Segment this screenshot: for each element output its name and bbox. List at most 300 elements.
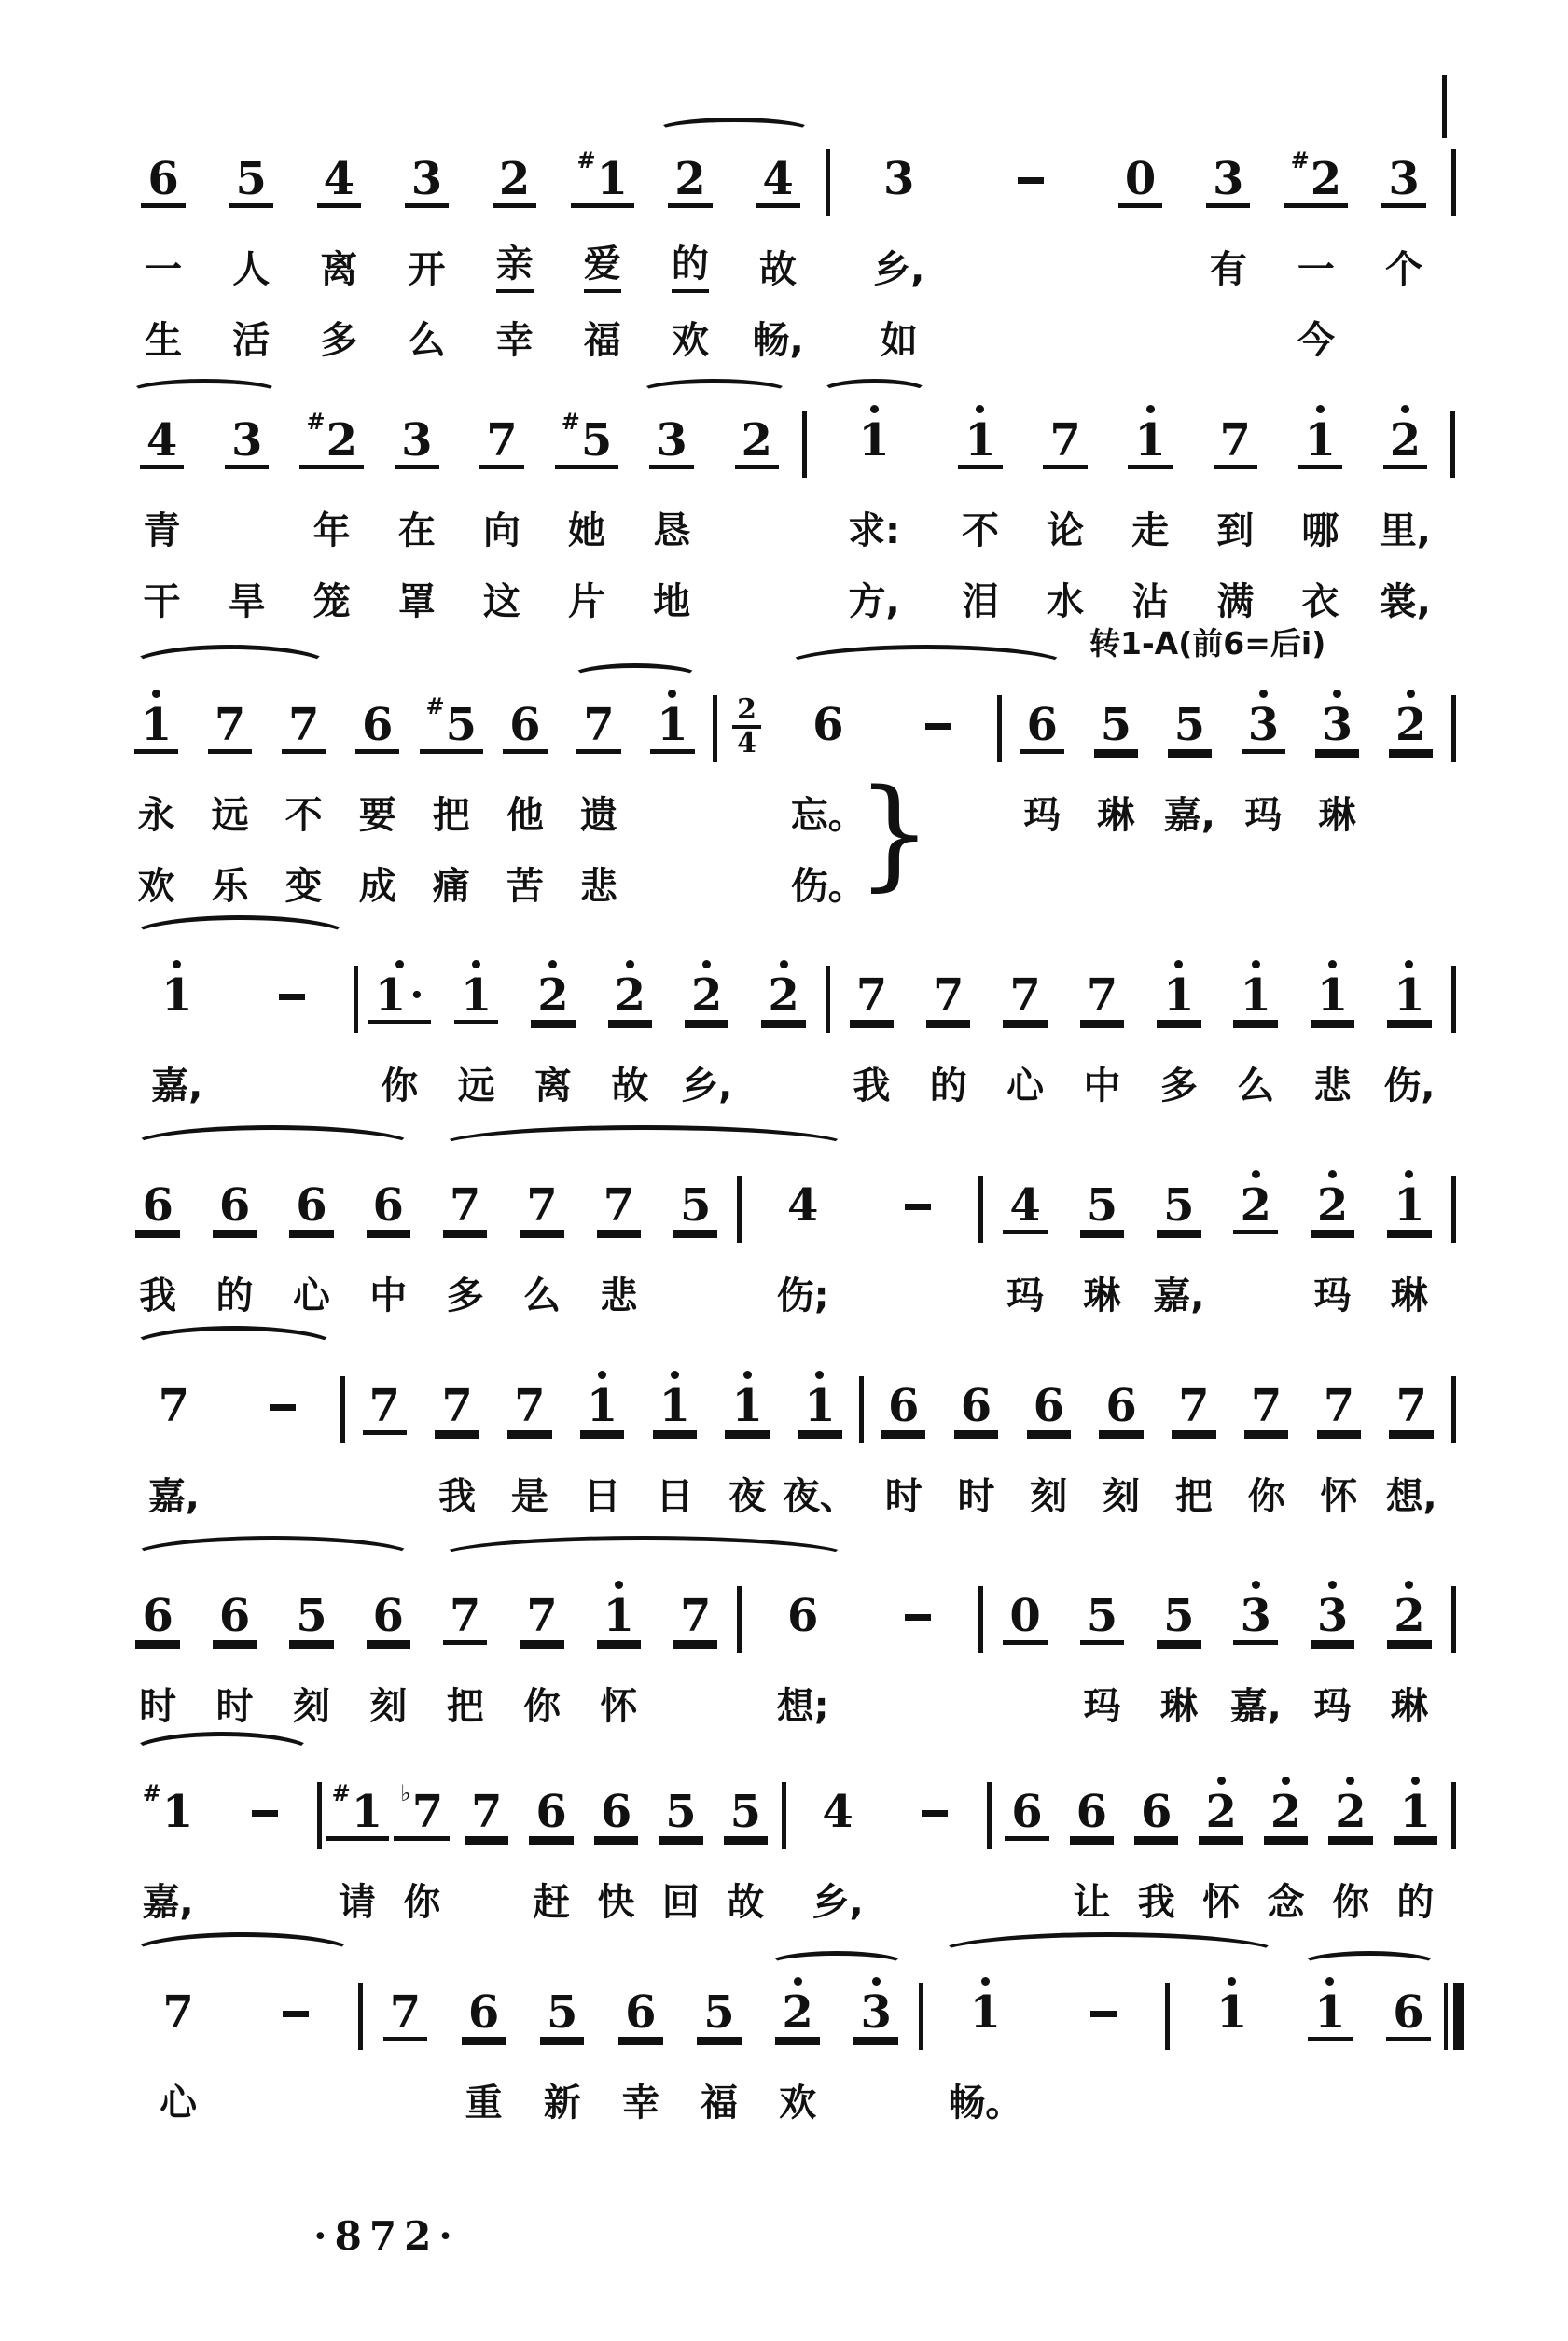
note-column: [1124, 1773, 1188, 1926]
barline: [354, 1973, 366, 2050]
barline-rule: [1165, 1983, 1170, 2050]
note-digit: 1: [374, 969, 407, 1022]
note-digit: 2: [1270, 1786, 1302, 1838]
note-digit: 7: [214, 699, 246, 751]
note-column: [833, 956, 909, 1109]
note-digit: 1: [1304, 414, 1337, 467]
note-digit: 6: [960, 1380, 992, 1432]
note-column: [374, 401, 459, 625]
time-signature: [721, 686, 773, 759]
barline: [822, 140, 833, 216]
lyric-syllable: 故: [759, 248, 798, 291]
note-digit: 4: [762, 153, 794, 205]
duration-dash: [886, 1773, 983, 1926]
note-column: [119, 1577, 196, 1730]
note-column: [390, 1773, 454, 1926]
note-digit: 7: [933, 969, 964, 1022]
lyric-syllable: 福: [700, 2082, 738, 2125]
note-digit: 6: [535, 1786, 567, 1838]
note-column: [273, 1577, 350, 1730]
note-column: [566, 1367, 639, 1520]
octave-dot: [1346, 1777, 1354, 1785]
octave-dot: [1325, 1977, 1334, 1986]
note-column: [119, 1973, 237, 2126]
lyric-syllable: 欢: [671, 319, 709, 362]
notation-system-4: [119, 956, 1459, 1109]
note-digit: 7: [1049, 414, 1081, 467]
note-digit: 5: [445, 699, 478, 751]
notation-system-3: [119, 686, 1459, 910]
octave-dot: [395, 960, 404, 968]
barline: [915, 1973, 926, 2050]
note-digit: 2: [1389, 414, 1422, 467]
note-digit: 7: [411, 1786, 444, 1838]
note-digit: 1: [586, 1380, 618, 1432]
note-column: [193, 686, 267, 910]
note-digit: 5: [665, 1786, 697, 1838]
lyric-syllable: 乡,: [873, 248, 925, 291]
note-column: [1193, 401, 1278, 625]
slur-arc: [783, 645, 1070, 688]
lyric-syllable: 刻: [369, 1685, 408, 1728]
lyric-syllable: 玛: [1313, 1685, 1352, 1728]
lyric-syllable: 这: [482, 580, 520, 623]
lyric-syllable: 福: [583, 319, 621, 362]
ts-numerator: 2: [737, 693, 756, 726]
note-digit: 3: [1247, 699, 1280, 751]
barline-rule: [354, 966, 358, 1033]
slur-arc: [1300, 1951, 1438, 1977]
note-digit: 3: [230, 414, 263, 467]
lyric-syllable: 伤,: [1383, 1065, 1436, 1108]
note-column: [1272, 140, 1360, 364]
note-column: [1217, 1166, 1294, 1319]
note-column: [1254, 1773, 1318, 1926]
lyric-syllable: 的: [215, 1275, 254, 1317]
note-digit: 7: [679, 1590, 712, 1642]
note-column: [414, 686, 488, 910]
barline: [710, 686, 721, 762]
note-digit: 3: [656, 414, 687, 467]
octave-dot: [815, 1371, 824, 1379]
note-column: [1085, 1367, 1158, 1520]
note-column: [1108, 401, 1193, 625]
note-column: [1141, 956, 1217, 1109]
note-digit: 7: [514, 1380, 546, 1432]
note-column: [1230, 1367, 1303, 1520]
note-column: [361, 956, 437, 1109]
lyric-syllable: 怀: [1320, 1475, 1358, 1518]
lyric-syllable: 个: [1385, 248, 1423, 291]
octave-dot: [1217, 1777, 1226, 1785]
octave-dot: [1333, 690, 1341, 698]
note-column: [350, 1577, 426, 1730]
note-digit: 7: [1323, 1380, 1355, 1432]
lyric-syllable: 她: [568, 509, 606, 552]
note-column: [1006, 686, 1079, 910]
lyric-syllable: 刻: [1103, 1475, 1141, 1518]
slur-arc: [571, 663, 700, 690]
lyric-syllable: 念: [1267, 1881, 1305, 1924]
barline-rule: [1451, 149, 1456, 216]
lyric-syllable: 恳: [653, 509, 691, 552]
barline: [1448, 140, 1459, 216]
barline-rule: [802, 411, 807, 478]
barline: [1162, 1973, 1173, 2050]
note-digit: 6: [888, 1380, 920, 1432]
lyric-syllable: 把: [1174, 1475, 1213, 1518]
accidental: #: [561, 408, 580, 435]
lyric-syllable: 多: [446, 1275, 484, 1317]
barline-rule: [859, 1376, 864, 1443]
note-column: [273, 1166, 350, 1319]
note-digit: 3: [401, 414, 433, 467]
lyric-syllable: 苦: [506, 865, 544, 908]
lyric-syllable: 不: [284, 794, 323, 837]
note-digit: 1: [460, 969, 493, 1022]
final-thin-rule: [1444, 1983, 1448, 2050]
lyric-syllable: 生: [145, 319, 183, 362]
note-digit: 4: [786, 1179, 819, 1232]
accidental: #: [331, 1779, 351, 1806]
lyric-syllable: 玛: [1083, 1685, 1121, 1728]
barline: [337, 1367, 348, 1443]
lyric-syllable: 你: [381, 1065, 419, 1108]
verse-brace: }: [856, 764, 933, 903]
final-barline: [1448, 1973, 1459, 2050]
lyric-syllable: 赶: [533, 1881, 571, 1924]
note-column: [426, 1166, 503, 1319]
note-digit: 7: [526, 1590, 558, 1642]
note-digit: 1: [804, 1380, 836, 1432]
barline: [350, 956, 361, 1033]
barline-rule: [713, 695, 717, 762]
note-column: [1303, 1367, 1376, 1520]
note-column: [1153, 686, 1227, 910]
note-digit: 6: [1141, 1786, 1173, 1838]
note-digit: 7: [1178, 1380, 1210, 1432]
note-column: [544, 401, 629, 625]
note-column: [584, 1773, 648, 1926]
barline: [976, 1166, 987, 1243]
note-column: [602, 1973, 680, 2126]
notation-system-5: [119, 1166, 1459, 1319]
note-digit: 7: [1250, 1380, 1283, 1432]
lyric-syllable: 乡,: [681, 1065, 733, 1108]
note-digit: 6: [509, 699, 541, 751]
lyric-syllable: 你: [1247, 1475, 1285, 1518]
note-digit: 1: [351, 1786, 383, 1838]
lyric-syllable: 故: [611, 1065, 649, 1108]
note-digit: 2: [537, 969, 569, 1022]
lyric-syllable: 的: [929, 1065, 967, 1108]
note-digit: 3: [1213, 153, 1244, 205]
note-column: [658, 1166, 734, 1319]
note-column: [1063, 1577, 1140, 1730]
note-digit: 3: [1316, 1590, 1349, 1642]
lyric-syllable: 畅,: [752, 319, 804, 362]
note-digit: 2: [782, 1986, 813, 2039]
lyric-syllable: 到: [1216, 509, 1255, 552]
octave-dot: [702, 960, 711, 968]
note-digit: 1: [1314, 1986, 1346, 2039]
note-column: [325, 1773, 389, 1926]
slur-arc: [436, 1125, 852, 1168]
note-digit: 5: [296, 1590, 327, 1642]
note-digit: 7: [583, 699, 615, 751]
lyric-syllable: 夜: [728, 1475, 767, 1518]
note-column: [745, 956, 822, 1109]
note-column: [119, 1367, 229, 1520]
slur-arc: [639, 379, 790, 405]
lyric-syllable: 么: [522, 1275, 561, 1317]
note-column: [559, 140, 646, 364]
notation-system-2: [119, 401, 1459, 625]
note-column: [745, 1577, 861, 1730]
lyric-syllable: 琳: [1083, 1275, 1121, 1317]
lyric-syllable: 不: [961, 509, 999, 552]
final-thick-rule: [1453, 1983, 1464, 2050]
lyric-syllable: 远: [211, 794, 249, 837]
lyric-syllable: 向: [482, 509, 520, 552]
note-digit: 7: [449, 1179, 481, 1232]
octave-dot: [981, 1977, 990, 1986]
note-digit: 1: [161, 1786, 194, 1838]
barline: [1448, 1166, 1459, 1243]
duration-dash: [1044, 1973, 1161, 2126]
note-digit: 4: [1009, 1179, 1041, 1232]
lyric-syllable: 乡,: [812, 1881, 864, 1924]
lyric-syllable: 琳: [1390, 1685, 1428, 1728]
note-column: [745, 1166, 861, 1319]
lyric-syllable: 求:: [848, 509, 901, 552]
note-digit: 5: [235, 153, 267, 205]
note-column: [658, 1577, 734, 1730]
lyric-syllable: 把: [432, 794, 470, 837]
lyric-syllable: 时: [215, 1685, 254, 1728]
lyric-syllable: 琳: [1097, 794, 1135, 837]
lyric-syllable: 时: [884, 1475, 923, 1518]
lyric-syllable: 多: [320, 319, 358, 362]
note-digit: 1: [964, 414, 996, 467]
note-digit: 2: [498, 153, 531, 205]
note-column: [382, 140, 470, 364]
lyric-syllable: 时: [957, 1475, 995, 1518]
slur-arc: [436, 1536, 852, 1579]
barline-rule: [1450, 411, 1455, 478]
note-column: [837, 1973, 915, 2126]
note-column: [937, 401, 1022, 625]
note-column: [340, 686, 414, 910]
note-column: [426, 1577, 503, 1730]
note-column: [1217, 1577, 1294, 1730]
note-digit: 7: [1009, 969, 1041, 1022]
accidental: ♭: [400, 1779, 411, 1806]
ts-denominator: 4: [732, 725, 761, 759]
barline: [994, 686, 1006, 762]
lyric-syllable: 让: [1073, 1881, 1111, 1924]
note-digit: 1: [1399, 1786, 1432, 1838]
lyric-syllable: 时: [139, 1685, 177, 1728]
lyric-syllable: 故: [727, 1881, 765, 1924]
note-column: [1079, 686, 1153, 910]
lyric-syllable: 方,: [848, 580, 900, 623]
note-digit: 5: [1163, 1590, 1195, 1642]
octave-dot: [1146, 405, 1155, 413]
note-digit: 5: [1086, 1590, 1118, 1642]
note-digit: 1: [161, 969, 193, 1022]
barline: [976, 1577, 987, 1653]
octave-dot: [173, 960, 181, 968]
lyric-syllable: 如: [880, 319, 918, 362]
slur-arc: [820, 379, 929, 405]
note-digit: 2: [1240, 1179, 1271, 1232]
slur-arc: [129, 1536, 417, 1579]
lyric-syllable: 畅。: [948, 2082, 1023, 2125]
note-digit: 3: [1321, 699, 1353, 751]
barline-rule: [919, 1983, 923, 2050]
lyric-syllable: 哪: [1301, 509, 1339, 552]
barline: [1448, 686, 1459, 762]
octave-dot: [548, 960, 557, 968]
accidental: #: [425, 692, 445, 719]
barline-rule: [826, 966, 830, 1033]
note-digit: 0: [1009, 1590, 1041, 1642]
note-digit: 5: [729, 1786, 762, 1838]
lyric-syllable: 有: [1209, 248, 1247, 291]
note-digit: 5: [703, 1986, 735, 2039]
duration-dash: [237, 1973, 354, 2126]
lyric-syllable: 你: [1331, 1881, 1369, 1924]
note-digit: 1: [140, 699, 173, 751]
lyric-syllable: 嘉,: [151, 1065, 203, 1108]
note-column: [421, 1367, 493, 1520]
note-digit: 6: [786, 1590, 819, 1642]
octave-dot: [1328, 1581, 1337, 1589]
note-column: [445, 1973, 523, 2126]
lyric-syllable: 离: [534, 1065, 572, 1108]
note-column: [940, 1367, 1013, 1520]
note-column: [1369, 1973, 1448, 2126]
lyric-syllable: 永: [137, 794, 175, 837]
notation-system-1: [119, 140, 1459, 364]
barline-rule: [737, 1586, 742, 1653]
note-digit: 7: [486, 414, 518, 467]
note-column: [715, 401, 799, 625]
note-column: [1360, 140, 1448, 364]
barline-rule: [978, 1586, 983, 1653]
note-column: [926, 1973, 1044, 2126]
note-digit: 4: [822, 1786, 853, 1838]
note-digit: 6: [1033, 1380, 1064, 1432]
note-digit: 4: [146, 414, 178, 467]
note-digit: 3: [860, 1986, 892, 2039]
lyric-syllable: 是: [510, 1475, 548, 1518]
note-digit: 3: [883, 153, 915, 205]
barline: [313, 1773, 325, 1849]
lyric-syllable: 嘉,: [1229, 1685, 1282, 1728]
lyric-syllable: 在: [397, 509, 436, 552]
octave-dot: [1407, 690, 1415, 698]
octave-dot: [1228, 1977, 1236, 1986]
note-digit: 7: [158, 1380, 190, 1432]
lyric-syllable: 日: [656, 1475, 694, 1518]
lyric-syllable: 嘉,: [142, 1881, 194, 1924]
lyric-syllable: 旱: [228, 580, 266, 623]
duration-dash: [860, 1577, 976, 1730]
lyric-syllable: 琳: [1159, 1685, 1198, 1728]
lyric-syllable: 玛: [1006, 1275, 1045, 1317]
octave-dot: [1252, 1581, 1260, 1589]
barline: [822, 956, 833, 1033]
note-digit: 1: [969, 1986, 1002, 2039]
note-digit: 6: [142, 1590, 173, 1642]
note-column: [1158, 1367, 1230, 1520]
note-digit: 1: [1394, 1179, 1425, 1232]
note-digit: 7: [162, 1986, 194, 2039]
lyric-syllable: 衣: [1301, 580, 1339, 623]
lyric-syllable: 新: [543, 2082, 581, 2125]
note-column: [1383, 1773, 1448, 1926]
note-column: [459, 401, 544, 625]
lyric-syllable: 罩: [397, 580, 436, 623]
octave-dot: [780, 960, 788, 968]
lyric-syllable: 干: [143, 580, 181, 623]
lyric-syllable: 爱: [584, 222, 621, 293]
duration-dash: [964, 140, 1096, 364]
notation-system-9: [119, 1973, 1459, 2126]
note-column: [910, 956, 987, 1109]
lyric-syllable: 青: [143, 509, 181, 552]
note-column: [196, 1577, 272, 1730]
note-digit: 6: [147, 153, 179, 205]
note-digit: 6: [372, 1179, 404, 1232]
lyric-syllable: 的: [1396, 1881, 1435, 1924]
note-column: [580, 1166, 657, 1319]
barline: [734, 1166, 745, 1243]
note-column: [1375, 1367, 1448, 1520]
augmentation-dot: ·: [409, 971, 424, 1019]
note-column: [1371, 1166, 1448, 1319]
lyric-syllable: 今: [1297, 319, 1335, 362]
lyric-syllable: 重: [465, 2082, 503, 2125]
slur-arc: [129, 1125, 417, 1168]
barline: [1448, 1773, 1459, 1849]
lyric-syllable: 悲: [579, 865, 617, 908]
octave-dot: [1405, 960, 1413, 968]
note-column: [1173, 1973, 1291, 2126]
note-column: [669, 956, 745, 1109]
note-column: [867, 1367, 940, 1520]
lyric-syllable: 一: [1297, 248, 1335, 291]
note-column: [811, 401, 938, 625]
page-number: ·872·: [313, 2213, 460, 2259]
note-column: [714, 1773, 778, 1926]
note-column: [504, 1577, 580, 1730]
accidental: #: [306, 408, 326, 435]
lyric-syllable: 夜、: [782, 1475, 857, 1518]
lyric-syllable: 活: [232, 319, 271, 362]
octave-dot: [1411, 1777, 1420, 1785]
note-column: [348, 1367, 421, 1520]
note-column: [289, 401, 374, 625]
lyric-syllable: 日: [583, 1475, 621, 1518]
note-digit: 3: [1388, 153, 1420, 205]
note-column: [646, 140, 734, 364]
note-column: [680, 1973, 758, 2126]
lyric-syllable: 里,: [1379, 509, 1431, 552]
octave-dot: [1401, 405, 1409, 413]
